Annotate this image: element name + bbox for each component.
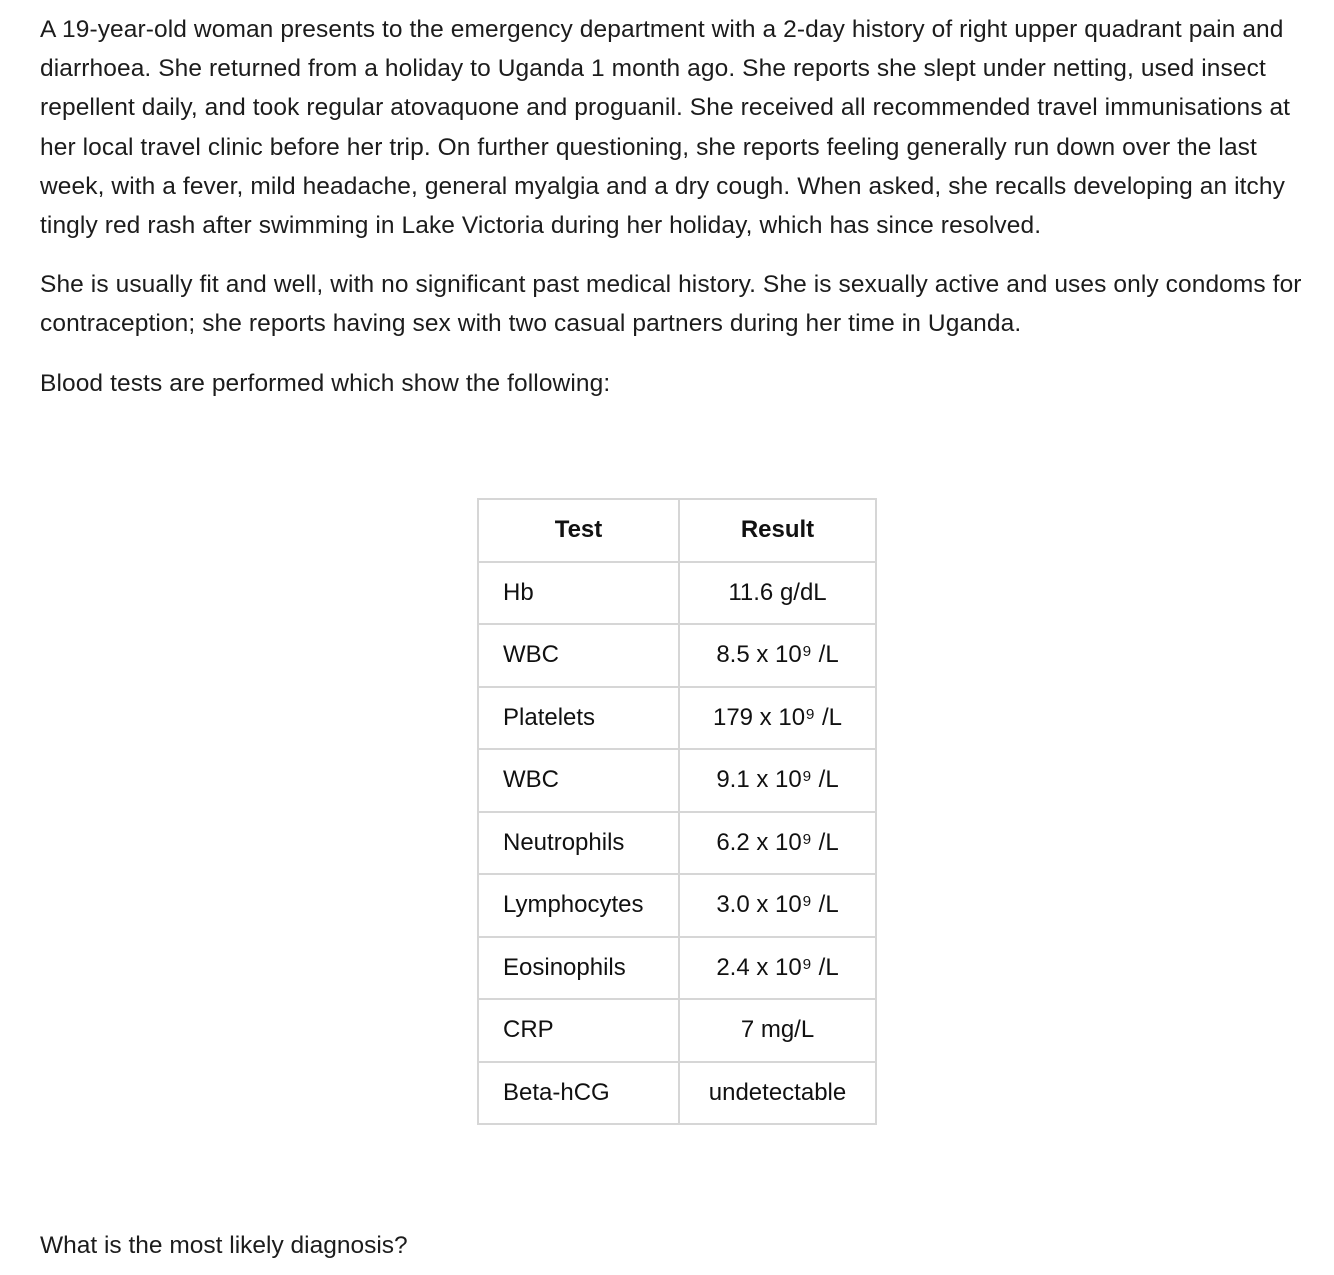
test-result: 3.0 x 10⁹ /L bbox=[679, 874, 876, 937]
test-name: Hb bbox=[478, 562, 679, 625]
test-result: 8.5 x 10⁹ /L bbox=[679, 624, 876, 687]
test-name: Lymphocytes bbox=[478, 874, 679, 937]
header-result: Result bbox=[679, 499, 876, 562]
case-text bbox=[40, 10, 1320, 403]
table-row bbox=[478, 1062, 876, 1125]
blood-results-table bbox=[477, 498, 877, 1125]
case-paragraph-history: A 19-year-old woman presents to the emergency department with a 2-day history of right upper quadrant pain and diarrhoea. She returned from a holiday to Uganda 1 month ago. She reports she slept under netting, used insect repellent daily, and took regular atovaquone and proguanil. She received all recommended travel immunisations at her local travel clinic before her trip. On further questioning, she reports feeling generally run down over the last week, with a fever, mild headache, general myalgia and a dry cough. When asked, she recalls developing an itchy tingly red rash after swimming in Lake Victoria during her holiday, which has since resolved. bbox=[40, 16, 1291, 240]
table-row bbox=[478, 937, 876, 1000]
test-result: 7 mg/L bbox=[679, 999, 876, 1062]
test-result: 11.6 g/dL bbox=[679, 562, 876, 625]
table-row bbox=[478, 812, 876, 875]
table-row bbox=[478, 999, 876, 1062]
test-name: WBC bbox=[478, 624, 679, 687]
test-name: CRP bbox=[478, 999, 679, 1062]
case-paragraph-bloods-intro: Blood tests are performed which show the following: bbox=[40, 369, 611, 397]
test-name: Neutrophils bbox=[478, 812, 679, 875]
question-text: What is the most likely diagnosis? bbox=[40, 1232, 408, 1259]
table-row bbox=[478, 562, 876, 625]
table-row bbox=[478, 687, 876, 750]
table-row bbox=[478, 874, 876, 937]
test-result: 2.4 x 10⁹ /L bbox=[679, 937, 876, 1000]
test-result: undetectable bbox=[679, 1062, 876, 1125]
test-name: Platelets bbox=[478, 687, 679, 750]
header-test: Test bbox=[478, 499, 679, 562]
table-row bbox=[478, 749, 876, 812]
test-result: 9.1 x 10⁹ /L bbox=[679, 749, 876, 812]
table-header-row bbox=[478, 499, 876, 562]
test-name: Beta-hCG bbox=[478, 1062, 679, 1125]
test-result: 179 x 10⁹ /L bbox=[679, 687, 876, 750]
test-result: 6.2 x 10⁹ /L bbox=[679, 812, 876, 875]
blood-results-table-container bbox=[477, 498, 877, 1125]
test-name: Eosinophils bbox=[478, 937, 679, 1000]
case-paragraph-background: She is usually fit and well, with no significant past medical history. She is sexually active and uses only condoms for contraception; she reports having sex with two casual partners during her time in Uganda. bbox=[40, 271, 1302, 338]
table-row bbox=[478, 624, 876, 687]
test-name: WBC bbox=[478, 749, 679, 812]
